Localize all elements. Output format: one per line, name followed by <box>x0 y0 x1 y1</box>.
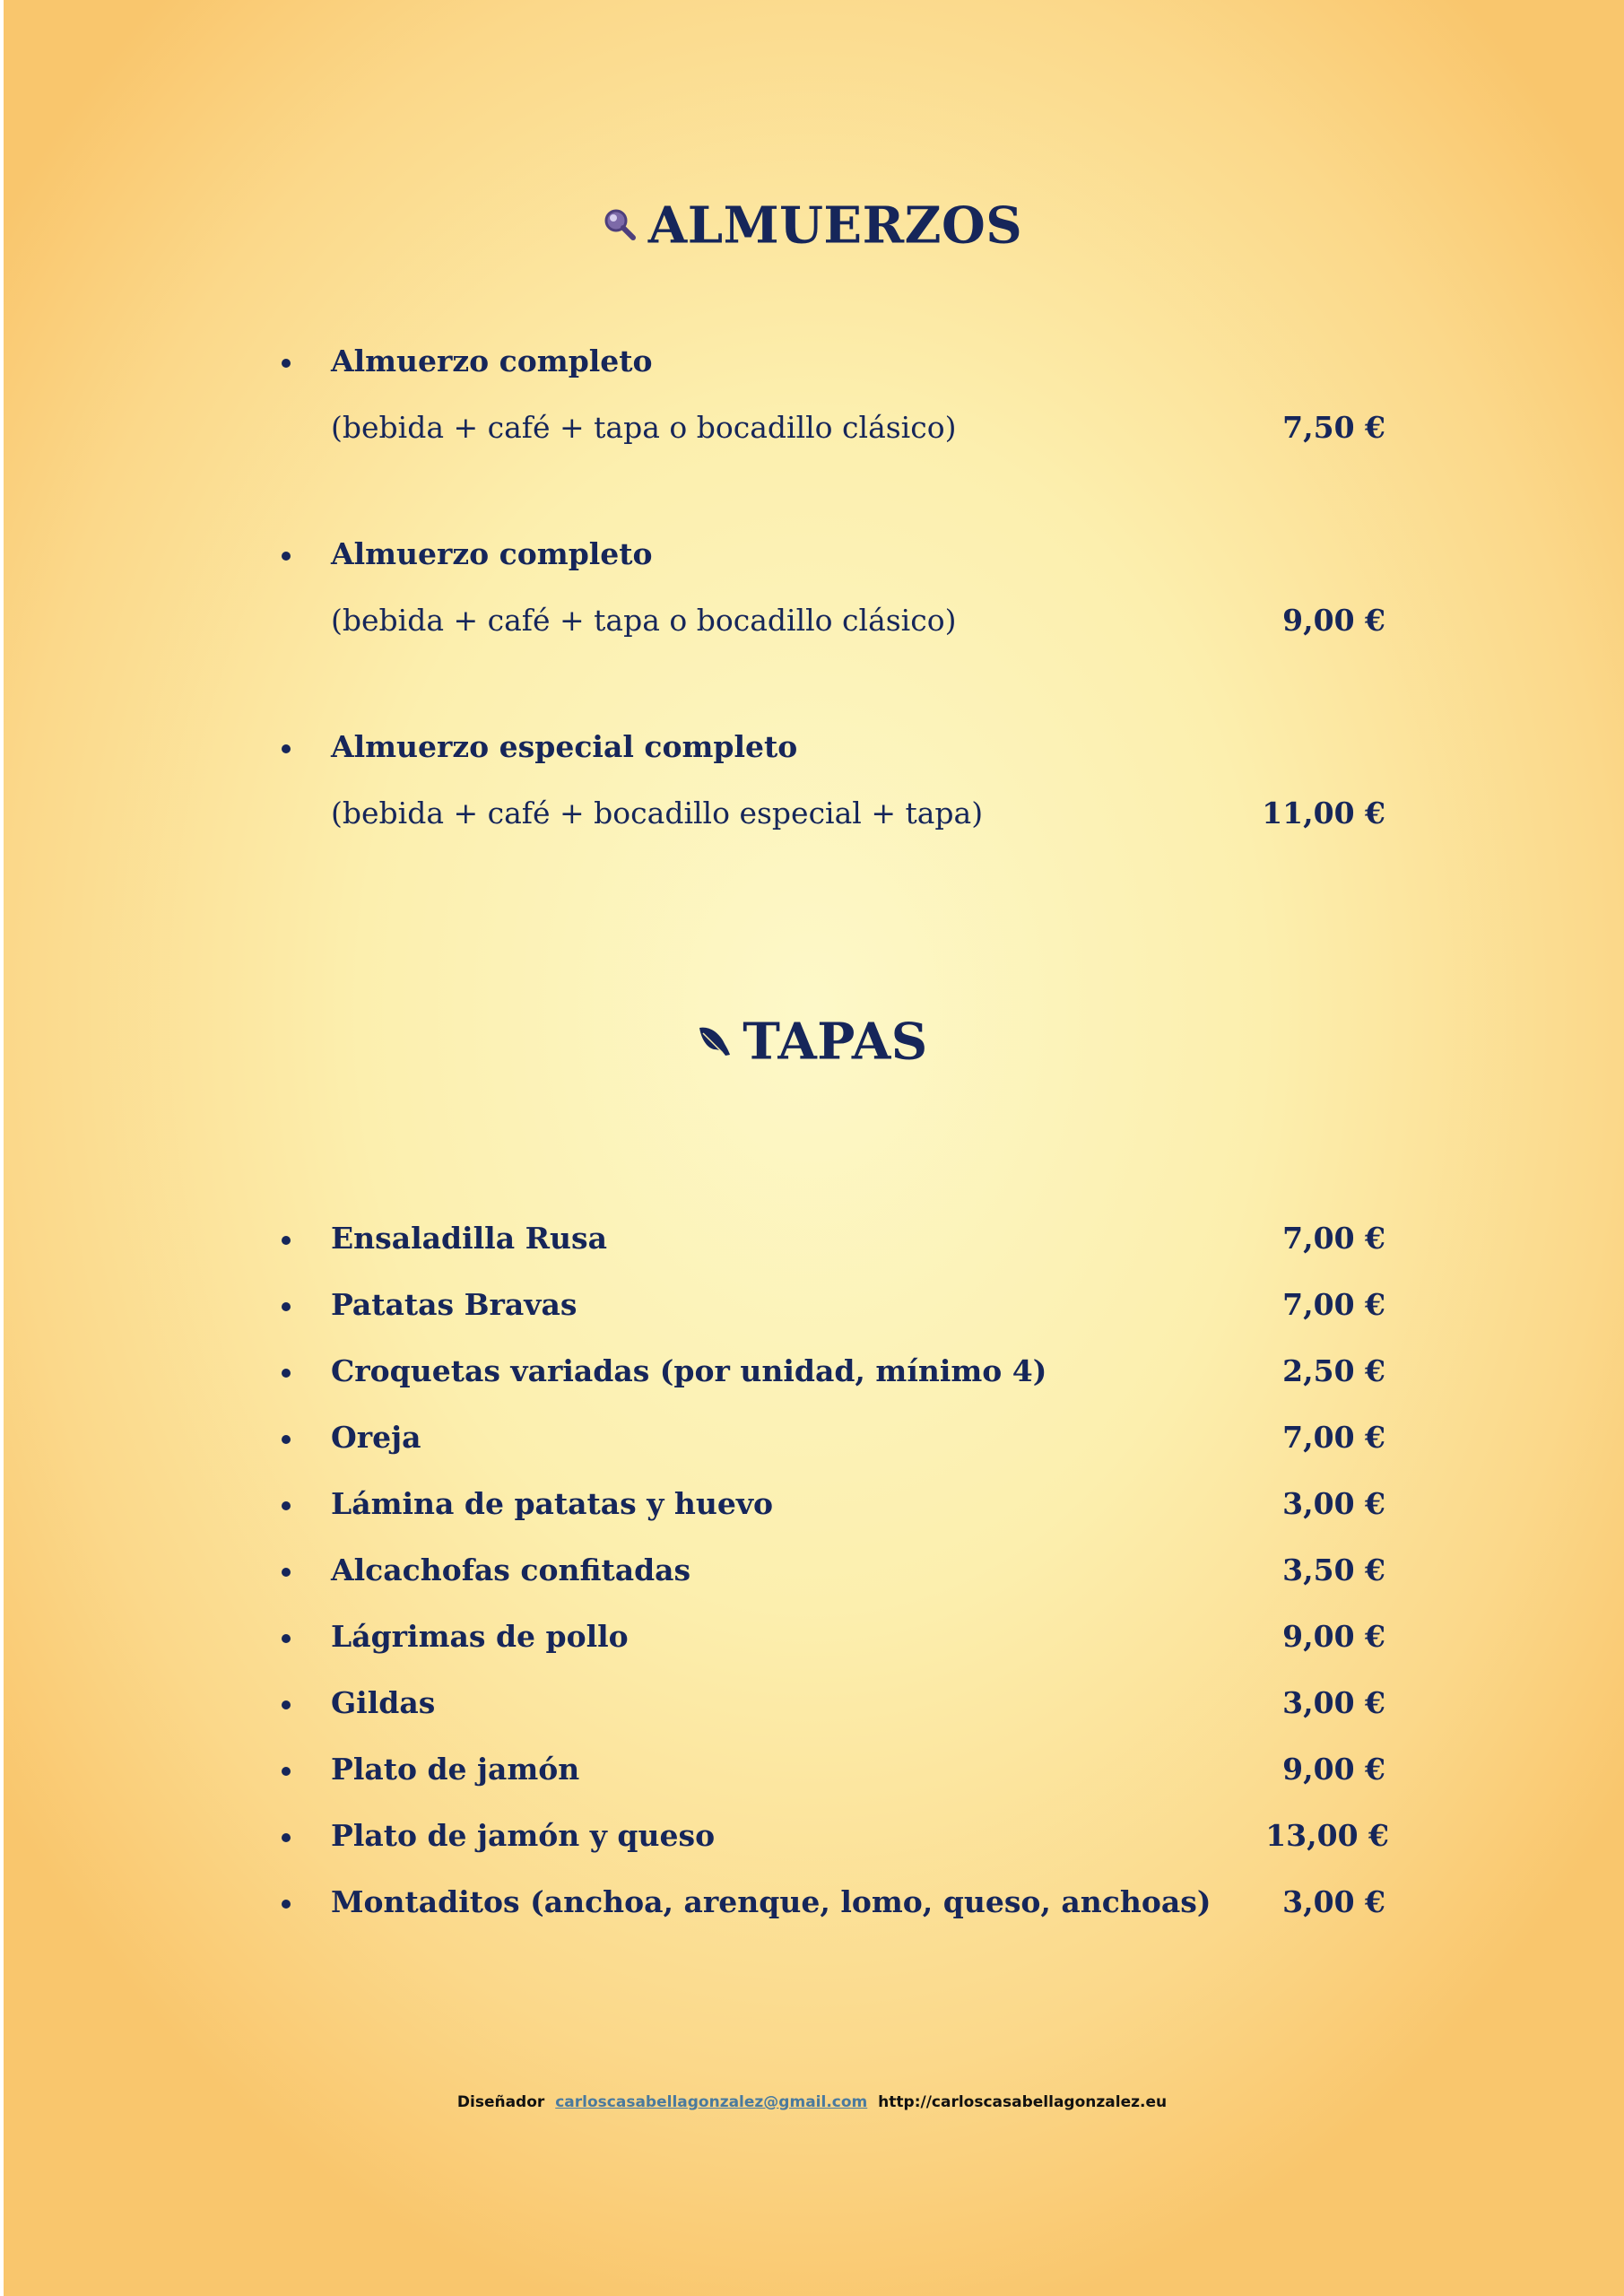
bullet <box>282 1435 291 1444</box>
tapa-item-price: 7,00 € <box>1282 1287 1385 1322</box>
tapa-item-name: Gildas <box>331 1685 436 1720</box>
bullet <box>282 1634 291 1643</box>
almuerzo-item-desc: (bebida + café + tapa o bocadillo clásico) <box>331 410 957 445</box>
tapa-item-price: 3,00 € <box>1282 1685 1385 1720</box>
tapa-item-name: Oreja <box>331 1420 421 1455</box>
tapa-item-name: Ensaladilla Rusa <box>331 1221 607 1256</box>
bullet <box>282 1833 291 1842</box>
bullet <box>282 1501 291 1510</box>
footer-label: Diseñador <box>456 2093 545 2111</box>
search-icon <box>602 196 638 255</box>
bullet <box>282 1767 291 1776</box>
bullet <box>282 1236 291 1245</box>
tapa-item-price: 3,00 € <box>1282 1884 1385 1919</box>
tapa-item-price: 7,00 € <box>1282 1221 1385 1256</box>
tapa-item-name: Alcachofas confitadas <box>331 1552 691 1587</box>
tapa-item-price: 3,50 € <box>1282 1552 1385 1587</box>
tapa-item-name: Montaditos (anchoa, arenque, lomo, queso, anchoas) <box>331 1884 1211 1919</box>
almuerzos-heading <box>0 192 1624 255</box>
tapa-item-price: 3,00 € <box>1282 1486 1385 1521</box>
bullet <box>282 552 291 561</box>
footer-email-link[interactable]: carloscasabellagonzalez@gmail.com <box>555 2093 868 2111</box>
tapa-item-price: 9,00 € <box>1282 1752 1385 1787</box>
page-edge <box>0 0 4 2296</box>
almuerzo-item-name: Almuerzo completo <box>331 344 653 378</box>
bullet <box>282 744 291 753</box>
bullet <box>282 1700 291 1709</box>
almuerzos-title: ALMUERZOS <box>647 196 1023 256</box>
tapa-item-price: 7,00 € <box>1282 1420 1385 1455</box>
footer-website-link[interactable]: http://carloscasabellagonzalez.eu <box>878 2093 1168 2111</box>
almuerzo-item-desc: (bebida + café + tapa o bocadillo clásico) <box>331 603 957 638</box>
tapas-heading <box>0 1008 1624 1071</box>
tapas-title: TAPAS <box>743 1012 928 1072</box>
tapa-item-price: 9,00 € <box>1282 1619 1385 1654</box>
leaf-icon <box>696 1012 732 1071</box>
tapa-item-name: Plato de jamón <box>331 1752 580 1787</box>
almuerzo-item-name: Almuerzo completo <box>331 536 653 571</box>
bullet <box>282 1369 291 1378</box>
bullet <box>282 1568 291 1577</box>
almuerzo-item-price: 11,00 € <box>1262 796 1385 831</box>
almuerzo-item-desc: (bebida + café + bocadillo especial + tapa) <box>331 796 984 831</box>
tapa-item-name: Lámina de patatas y huevo <box>331 1486 774 1521</box>
tapa-item-price: 13,00 € <box>1265 1818 1389 1853</box>
almuerzo-item-price: 9,00 € <box>1282 603 1385 638</box>
almuerzo-item-price: 7,50 € <box>1282 410 1385 445</box>
tapa-item-name: Croquetas variadas (por unidad, mínimo 4) <box>331 1353 1047 1388</box>
bullet <box>282 359 291 368</box>
bullet <box>282 1900 291 1909</box>
tapa-item-price: 2,50 € <box>1282 1353 1385 1388</box>
tapa-item-name: Patatas Bravas <box>331 1287 578 1322</box>
bullet <box>282 1302 291 1311</box>
tapa-item-name: Plato de jamón y queso <box>331 1818 716 1853</box>
footer <box>0 2093 1624 2111</box>
almuerzo-item-name: Almuerzo especial completo <box>331 729 798 764</box>
tapa-item-name: Lágrimas de pollo <box>331 1619 629 1654</box>
